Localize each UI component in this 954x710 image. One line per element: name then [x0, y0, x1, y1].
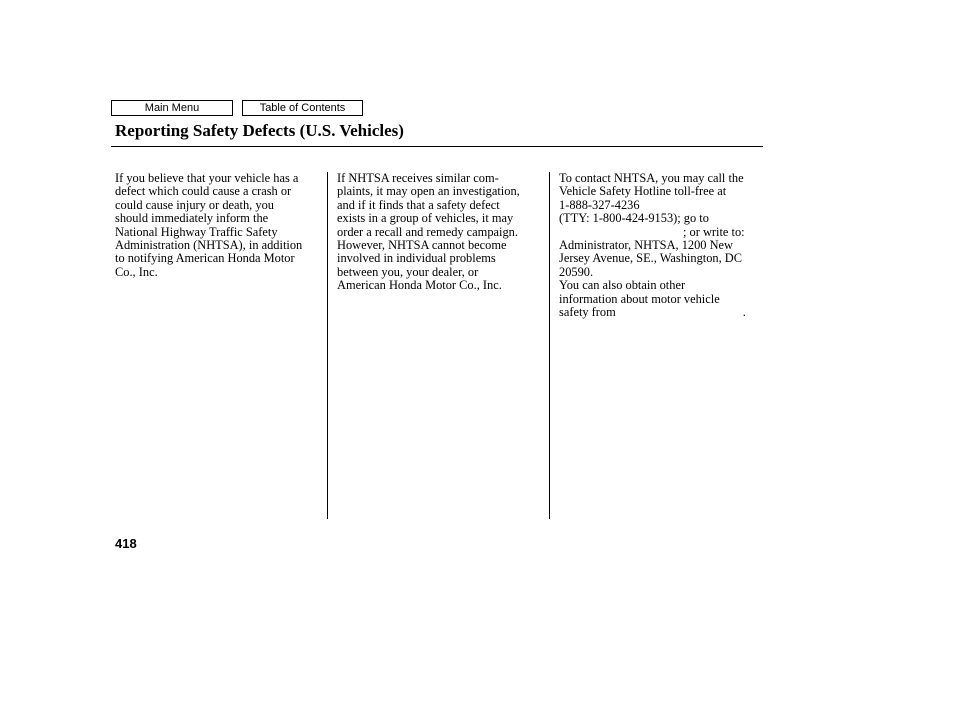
text-line: exists in a group of vehicles, it may — [337, 211, 514, 226]
page-number: 418 — [115, 536, 137, 551]
text-line: to notifying American Honda Motor — [115, 251, 295, 266]
safety-info-paragraph — [559, 279, 765, 319]
column-1-paragraph — [115, 172, 321, 279]
text-line: However, NHTSA cannot become — [337, 238, 507, 253]
text-line: could cause injury or death, you — [115, 197, 274, 212]
text-line: National Highway Traffic Safety — [115, 224, 278, 239]
nhtsa-contact-paragraph — [559, 172, 765, 279]
column-2-paragraph — [337, 172, 543, 293]
text-line: American Honda Motor Co., Inc. — [337, 278, 502, 293]
text-line: information about motor vehicle — [559, 291, 720, 306]
text-line: (TTY: 1-800-424-9153); go to — [559, 211, 709, 226]
text-line: and if it finds that a safety defect — [337, 197, 500, 212]
column-3 — [559, 172, 765, 319]
text-line: ; or write to: — [683, 224, 745, 239]
column-divider — [327, 172, 328, 519]
column-2 — [337, 172, 543, 293]
text-line: Jersey Avenue, SE., Washington, DC — [559, 251, 743, 266]
text-line: involved in individual problems — [337, 251, 496, 266]
text-line: defect which could cause a crash or — [115, 184, 292, 199]
text-line: If you believe that your vehicle has a — [115, 171, 299, 185]
text-line: . — [742, 305, 746, 320]
text-line: Co., Inc. — [115, 264, 158, 279]
text-line: plaints, it may open an investigation, — [337, 184, 520, 199]
text-line: between you, your dealer, or — [337, 264, 479, 279]
text-line: should immediately inform the — [115, 211, 269, 226]
text-line: safety from — [559, 305, 616, 320]
main-menu-button[interactable]: Main Menu — [111, 100, 233, 116]
text-line: Administrator, NHTSA, 1200 New — [559, 238, 733, 253]
text-line: Vehicle Safety Hotline toll-free at — [559, 184, 727, 199]
text-line: To contact NHTSA, you may call the — [559, 171, 744, 185]
text-line: 1-888-327-4236 — [559, 197, 640, 212]
column-1 — [115, 172, 321, 279]
text-line: If NHTSA receives similar com- — [337, 171, 499, 185]
text-line: order a recall and remedy campaign. — [337, 224, 518, 239]
title-divider — [111, 146, 763, 147]
text-line: 20590. — [559, 264, 594, 279]
text-line: You can also obtain other — [559, 278, 686, 293]
table-of-contents-button[interactable]: Table of Contents — [242, 100, 363, 116]
text-line: Administration (NHTSA), in addition — [115, 238, 303, 253]
page-title: Reporting Safety Defects (U.S. Vehicles) — [115, 121, 404, 140]
column-divider — [549, 172, 550, 519]
